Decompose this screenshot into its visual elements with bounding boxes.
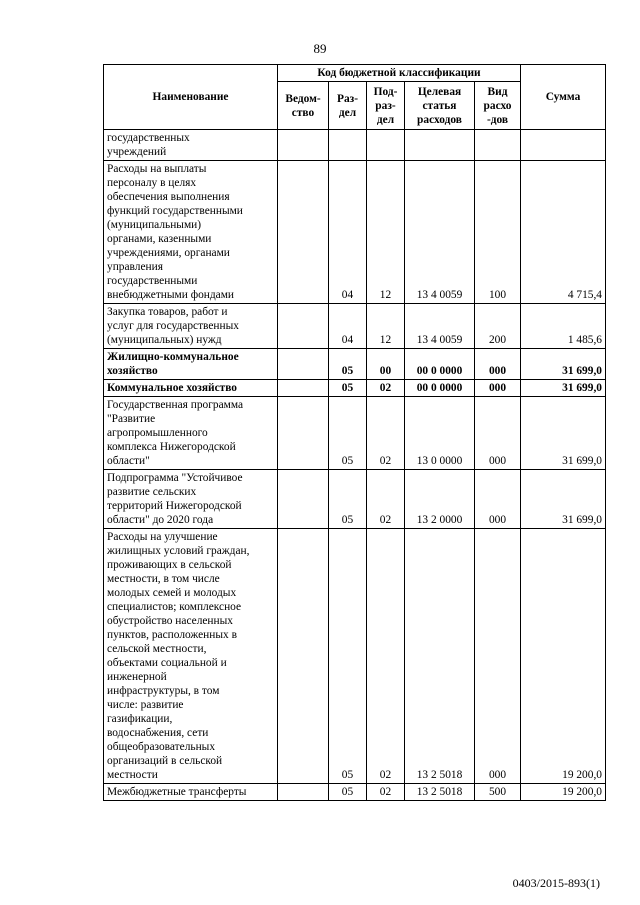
document-code: 0403/2015-893(1) bbox=[512, 876, 600, 890]
row-vid-raskhodov: 000 bbox=[475, 380, 521, 397]
row-podrazdel: 12 bbox=[367, 304, 405, 349]
header-vid-raskhodov: Вид расхо -дов bbox=[475, 82, 521, 130]
row-celevaya-statya: 13 4 0059 bbox=[405, 304, 475, 349]
row-celevaya-statya: 00 0 0000 bbox=[405, 349, 475, 380]
row-celevaya-statya: 13 2 5018 bbox=[405, 529, 475, 784]
row-sum: 4 715,4 bbox=[521, 161, 606, 304]
row-celevaya-statya: 00 0 0000 bbox=[405, 380, 475, 397]
row-vedomstvo bbox=[278, 470, 329, 529]
table-row bbox=[104, 784, 606, 801]
row-podrazdel: 02 bbox=[367, 380, 405, 397]
row-razdel: 05 bbox=[329, 380, 367, 397]
row-celevaya-statya: 13 2 5018 bbox=[405, 784, 475, 801]
row-razdel: 05 bbox=[329, 470, 367, 529]
row-vedomstvo bbox=[278, 380, 329, 397]
row-vedomstvo bbox=[278, 397, 329, 470]
row-celevaya-statya: 13 4 0059 bbox=[405, 161, 475, 304]
header-podrazdel: Под- раз- дел bbox=[367, 82, 405, 130]
header-razdel: Раз- дел bbox=[329, 82, 367, 130]
row-razdel: 04 bbox=[329, 161, 367, 304]
table-row bbox=[104, 470, 606, 529]
row-podrazdel: 02 bbox=[367, 470, 405, 529]
row-celevaya-statya: 13 2 0000 bbox=[405, 470, 475, 529]
row-podrazdel: 02 bbox=[367, 784, 405, 801]
table-row bbox=[104, 349, 606, 380]
row-vedomstvo bbox=[278, 130, 329, 161]
row-vid-raskhodov: 000 bbox=[475, 529, 521, 784]
row-celevaya-statya bbox=[405, 130, 475, 161]
row-razdel: 05 bbox=[329, 349, 367, 380]
table-row bbox=[104, 130, 606, 161]
row-name: государственных учреждений bbox=[104, 130, 278, 161]
table-row bbox=[104, 397, 606, 470]
table-body bbox=[104, 130, 606, 801]
row-name: Подпрограмма "Устойчивое развитие сельских территорий Нижегородской области" до 2020 года bbox=[104, 470, 278, 529]
row-vedomstvo bbox=[278, 349, 329, 380]
table-row bbox=[104, 161, 606, 304]
header-name: Наименование bbox=[104, 65, 278, 130]
row-vedomstvo bbox=[278, 784, 329, 801]
row-podrazdel bbox=[367, 130, 405, 161]
row-razdel bbox=[329, 130, 367, 161]
row-name: Расходы на улучшение жилищных условий граждан, проживающих в сельской местности, в том числе молодых семей и молодых специалистов; комплексное обустройство населенных пунктов, расположенных в сельской местности, объектами социальной и инженерной инфраструктуры, в том числе: развитие газификации, водоснабжения, сети общеобразовательных организаций в сельской местности bbox=[104, 529, 278, 784]
row-vid-raskhodov bbox=[475, 130, 521, 161]
row-sum: 19 200,0 bbox=[521, 529, 606, 784]
row-razdel: 04 bbox=[329, 304, 367, 349]
row-sum: 19 200,0 bbox=[521, 784, 606, 801]
row-vedomstvo bbox=[278, 304, 329, 349]
row-razdel: 05 bbox=[329, 397, 367, 470]
header-celevaya-statya: Целевая статья расходов bbox=[405, 82, 475, 130]
row-vid-raskhodov: 000 bbox=[475, 349, 521, 380]
row-sum: 31 699,0 bbox=[521, 397, 606, 470]
budget-table bbox=[103, 64, 606, 801]
row-name: Государственная программа "Развитие агропромышленного комплекса Нижегородской области" bbox=[104, 397, 278, 470]
row-razdel: 05 bbox=[329, 784, 367, 801]
row-vedomstvo bbox=[278, 529, 329, 784]
row-podrazdel: 02 bbox=[367, 529, 405, 784]
row-sum: 31 699,0 bbox=[521, 349, 606, 380]
row-sum: 31 699,0 bbox=[521, 470, 606, 529]
row-podrazdel: 12 bbox=[367, 161, 405, 304]
table-header bbox=[104, 65, 606, 130]
row-name: Коммунальное хозяйство bbox=[104, 380, 278, 397]
table-row bbox=[104, 529, 606, 784]
row-vid-raskhodov: 000 bbox=[475, 397, 521, 470]
row-vid-raskhodov: 000 bbox=[475, 470, 521, 529]
row-name: Жилищно-коммунальное хозяйство bbox=[104, 349, 278, 380]
row-name: Закупка товаров, работ и услуг для государственных (муниципальных) нужд bbox=[104, 304, 278, 349]
row-name: Межбюджетные трансферты bbox=[104, 784, 278, 801]
row-sum: 31 699,0 bbox=[521, 380, 606, 397]
row-podrazdel: 00 bbox=[367, 349, 405, 380]
table-row bbox=[104, 304, 606, 349]
row-sum bbox=[521, 130, 606, 161]
row-podrazdel: 02 bbox=[367, 397, 405, 470]
header-classification-group: Код бюджетной классификации bbox=[278, 65, 521, 82]
table-row bbox=[104, 380, 606, 397]
row-name: Расходы на выплаты персоналу в целях обеспечения выполнения функций государственными (муниципальными) органами, казенными учреждениями, органами управления государственными внебюджетными фондами bbox=[104, 161, 278, 304]
row-razdel: 05 bbox=[329, 529, 367, 784]
row-vid-raskhodov: 500 bbox=[475, 784, 521, 801]
row-vedomstvo bbox=[278, 161, 329, 304]
page-number: 89 bbox=[313, 41, 327, 56]
header-vedomstvo: Ведом- ство bbox=[278, 82, 329, 130]
header-sum: Сумма bbox=[521, 65, 606, 130]
row-celevaya-statya: 13 0 0000 bbox=[405, 397, 475, 470]
row-vid-raskhodov: 100 bbox=[475, 161, 521, 304]
row-vid-raskhodov: 200 bbox=[475, 304, 521, 349]
row-sum: 1 485,6 bbox=[521, 304, 606, 349]
